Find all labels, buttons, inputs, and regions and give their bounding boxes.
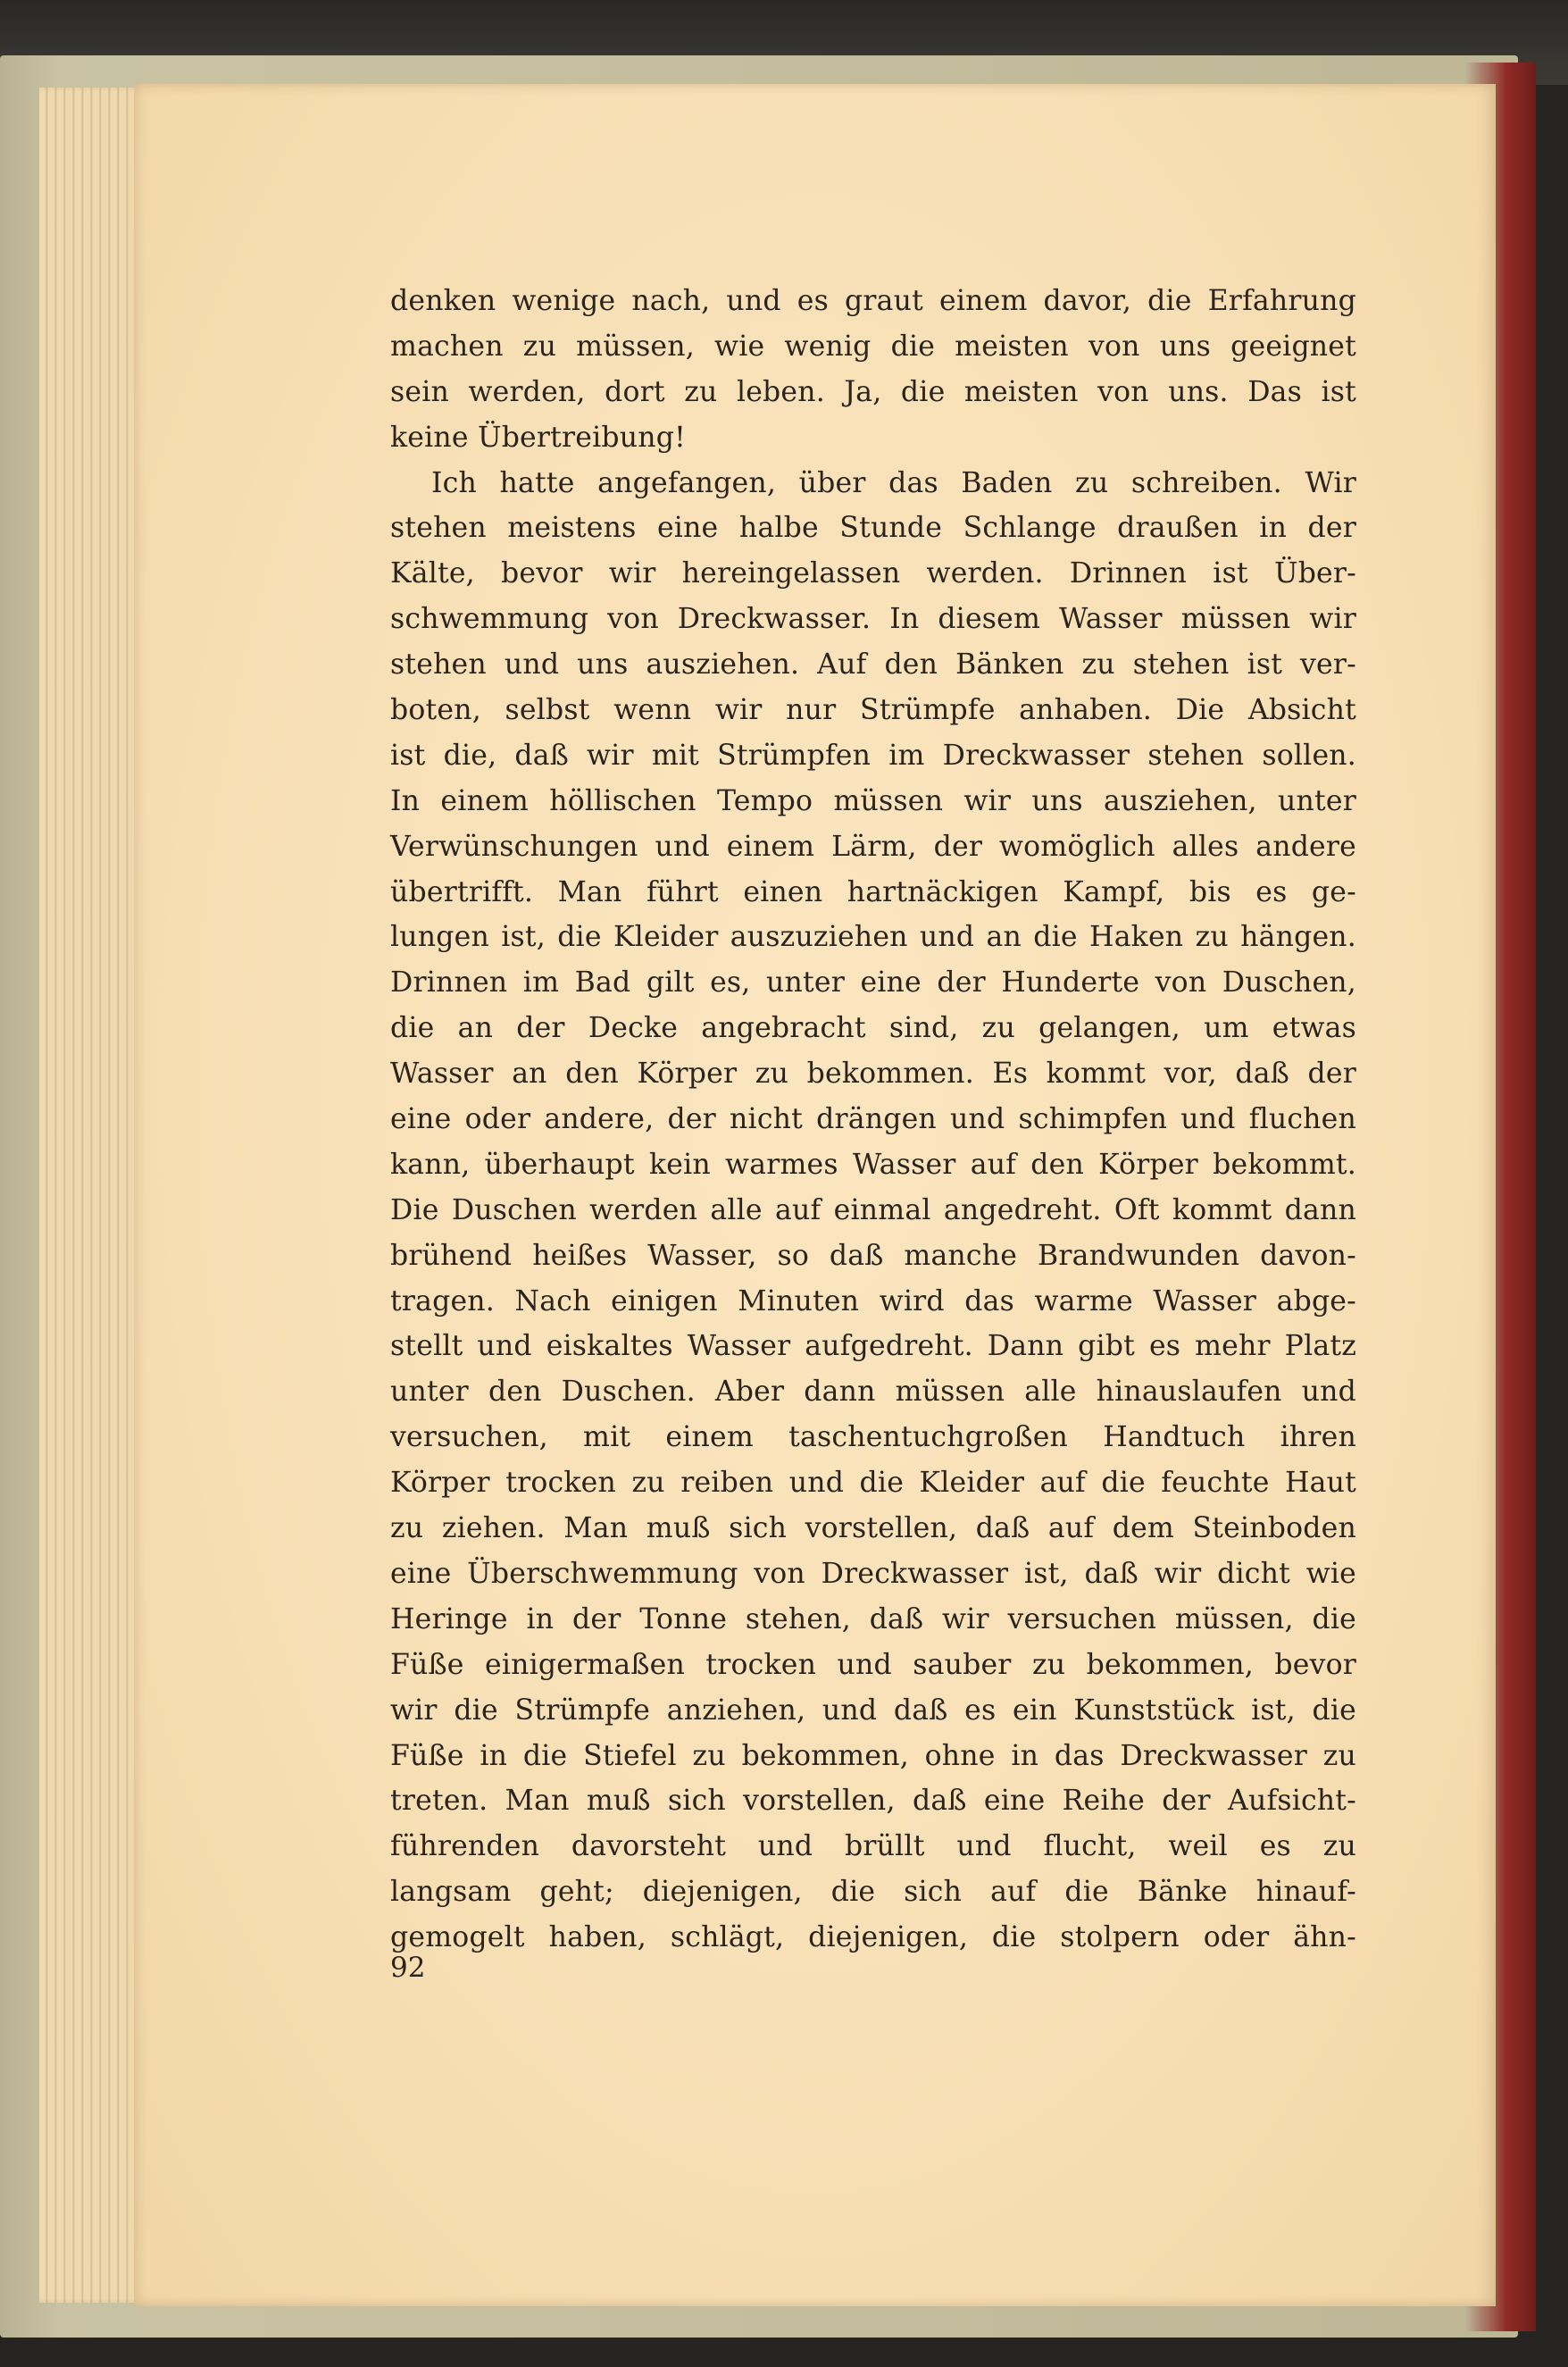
- text-line: ist die, daß wir mit Strümpfen im Dreckwasser stehen sollen.: [390, 739, 1356, 772]
- text-line: sein werden, dort zu leben. Ja, die meisten von uns. Das ist: [390, 375, 1356, 408]
- text-line: brühend heißes Wasser, so daß manche Brandwunden davon-: [390, 1239, 1356, 1272]
- text-line: machen zu müssen, wie wenig die meisten von uns geeignet: [390, 330, 1356, 363]
- text-line: treten. Man muß sich vorstellen, daß eine Reihe der Aufsicht-: [390, 1785, 1356, 1818]
- text-line: übertrifft. Man führt einen hartnäckigen Kampf, bis es ge-: [390, 875, 1356, 908]
- text-line: lungen ist, die Kleider auszuziehen und an die Haken zu hängen.: [390, 921, 1356, 954]
- text-line: Heringe in der Tonne stehen, daß wir versuchen müssen, die: [390, 1602, 1356, 1635]
- text-line: Füße einigermaßen trocken und sauber zu bekommen, bevor: [390, 1648, 1356, 1681]
- text-line: wir die Strümpfe anziehen, und daß es ein Kunststück ist, die: [390, 1694, 1356, 1727]
- page-number: 92: [390, 1952, 426, 1984]
- text-line: Ich hatte angefangen, über das Baden zu schreiben. Wir: [431, 466, 1356, 499]
- text-line: keine Übertreibung!: [390, 421, 686, 454]
- text-line: gemogelt haben, schlägt, diejenigen, die stolpern oder ähn-: [390, 1921, 1356, 1954]
- text-line: führenden davorsteht und brüllt und flucht, weil es zu: [390, 1830, 1356, 1863]
- text-line: versuchen, mit einem taschentuchgroßen Handtuch ihren: [390, 1421, 1356, 1454]
- text-line: stehen meistens eine halbe Stunde Schlange draußen in der: [390, 512, 1356, 545]
- text-line: Die Duschen werden alle auf einmal angedreht. Oft kommt dann: [390, 1193, 1356, 1226]
- text-line: zu ziehen. Man muß sich vorstellen, daß auf dem Steinboden: [390, 1512, 1356, 1545]
- text-line: denken wenige nach, und es graut einem davor, die Erfahrung: [390, 285, 1356, 317]
- body-text: [390, 279, 1356, 1961]
- text-line: tragen. Nach einigen Minuten wird das warme Wasser abge-: [390, 1284, 1356, 1317]
- text-line: Verwünschungen und einem Lärm, der womöglich alles andere: [390, 830, 1356, 863]
- text-line: kann, überhaupt kein warmes Wasser auf den Körper bekommt.: [390, 1148, 1356, 1181]
- text-line: unter den Duschen. Aber dann müssen alle hinauslaufen und: [390, 1376, 1356, 1409]
- text-line: Kälte, bevor wir hereingelassen werden. Drinnen ist Über-: [390, 557, 1356, 590]
- page-stack-edges: [39, 88, 146, 2303]
- text-line: eine Überschwemmung von Dreckwasser ist, daß wir dicht wie: [390, 1557, 1356, 1590]
- text-line: schwemmung von Dreckwasser. In diesem Wasser müssen wir: [390, 603, 1356, 636]
- text-line: Füße in die Stiefel zu bekommen, ohne in das Dreckwasser zu: [390, 1739, 1356, 1772]
- text-line: Wasser an den Körper zu bekommen. Es kommt vor, daß der: [390, 1058, 1356, 1091]
- text-line: langsam geht; diejenigen, die sich auf die Bänke hinauf-: [390, 1876, 1356, 1909]
- text-line: stellt und eiskaltes Wasser aufgedreht. Dann gibt es mehr Platz: [390, 1330, 1356, 1363]
- text-line: eine oder andere, der nicht drängen und schimpfen und fluchen: [390, 1103, 1356, 1136]
- text-line: stehen und uns ausziehen. Auf den Bänken zu stehen ist ver-: [390, 648, 1356, 682]
- text-line: Körper trocken zu reiben und die Kleider auf die feuchte Haut: [390, 1467, 1356, 1500]
- text-line: die an der Decke angebracht sind, zu gelangen, um etwas: [390, 1012, 1356, 1045]
- text-line: In einem höllischen Tempo müssen wir uns ausziehen, unter: [390, 784, 1356, 817]
- text-line: boten, selbst wenn wir nur Strümpfe anhaben. Die Absicht: [390, 694, 1356, 727]
- text-line: Drinnen im Bad gilt es, unter eine der Hunderte von Duschen,: [390, 966, 1356, 999]
